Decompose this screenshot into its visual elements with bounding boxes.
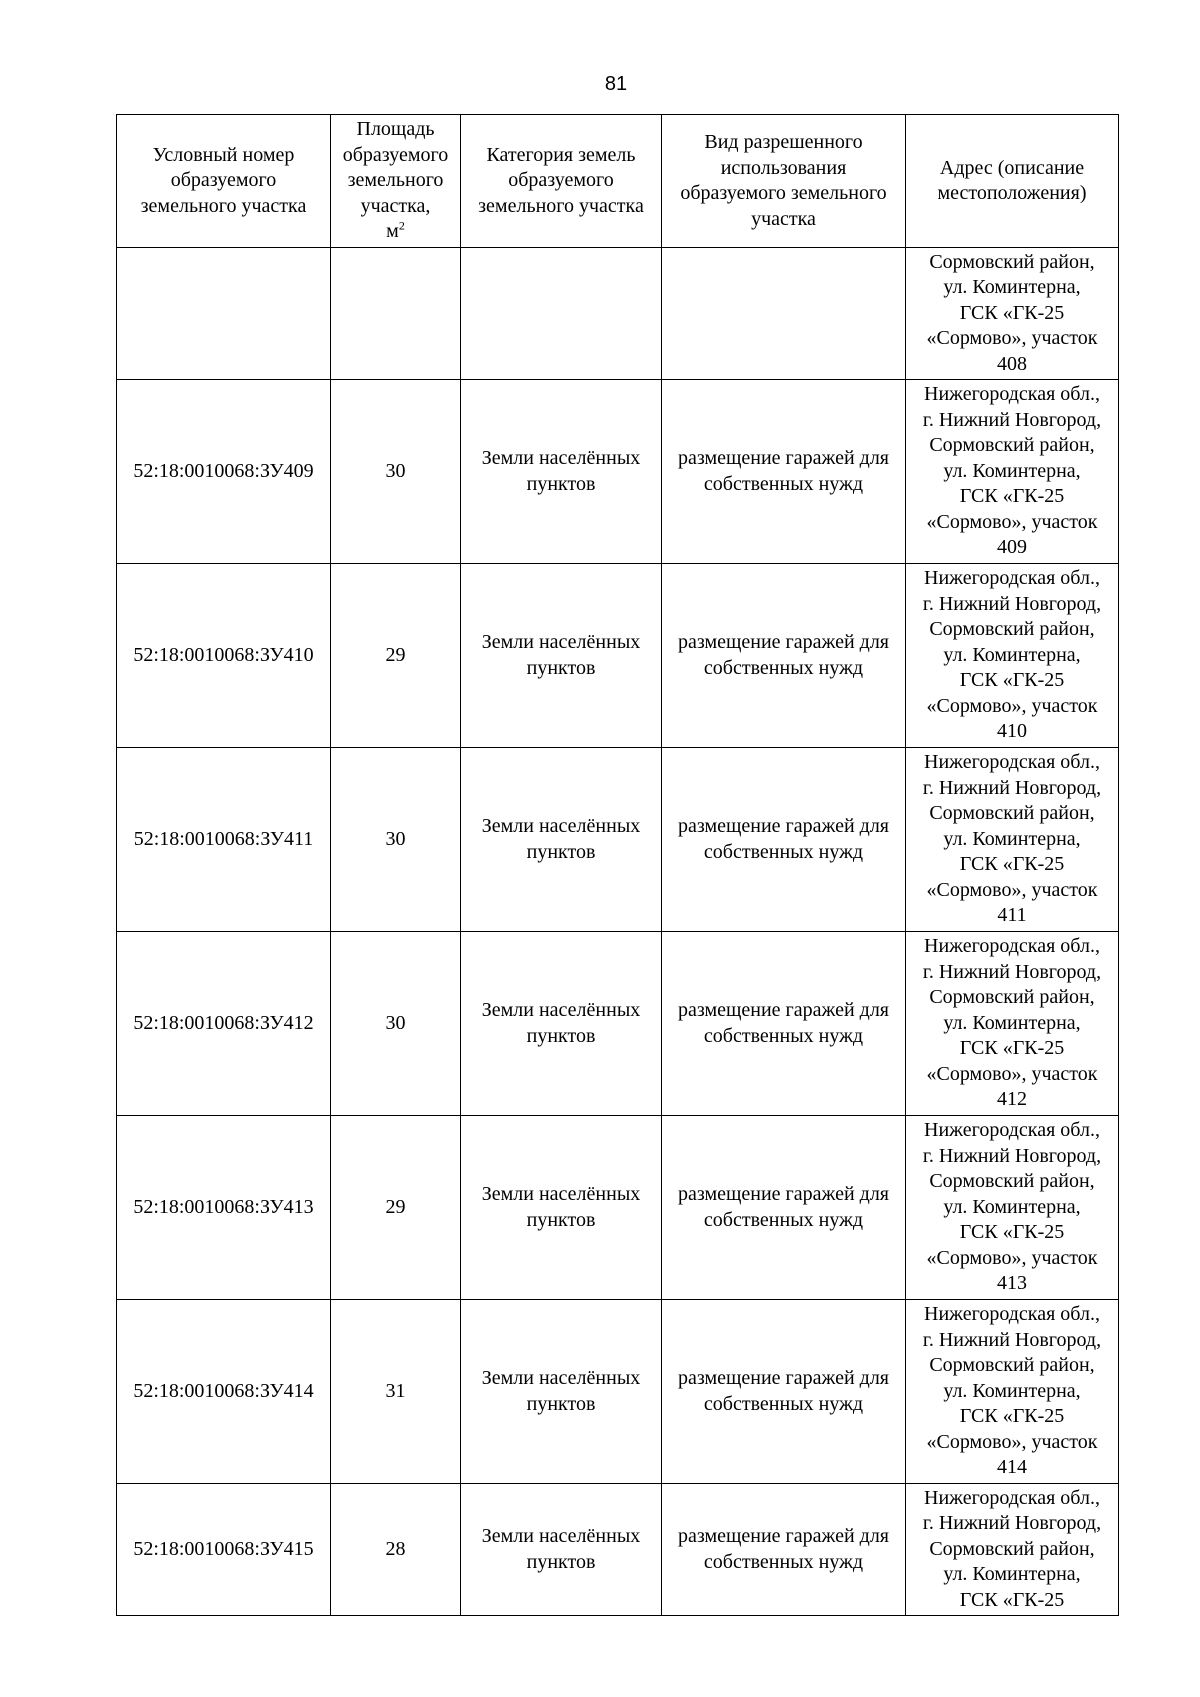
cell-area [331,248,461,380]
cell-use [662,248,906,380]
cell-number: 52:18:0010068:ЗУ412 [117,932,331,1116]
cell-area: 28 [331,1484,461,1616]
cell-area: 30 [331,932,461,1116]
header-address: Адрес (описание местоположения) [906,115,1119,248]
cell-area: 29 [331,1116,461,1300]
cell-number: 52:18:0010068:ЗУ410 [117,564,331,748]
cell-number: 52:18:0010068:ЗУ411 [117,748,331,932]
table-row [117,932,1119,1116]
cell-category: Земли населённых пунктов [461,380,662,564]
cell-category: Земли населённых пунктов [461,564,662,748]
cell-address: Нижегородская обл., г. Нижний Новгород, Сормовский район, ул. Коминтерна, ГСК «ГК-25 «Сормово», участок 411 [906,748,1119,932]
cell-category [461,248,662,380]
page-number: 81 [604,73,628,95]
cell-category: Земли населённых пунктов [461,932,662,1116]
table-row [117,564,1119,748]
table-row [117,748,1119,932]
cell-address: Нижегородская обл., г. Нижний Новгород, Сормовский район, ул. Коминтерна, ГСК «ГК-25 «Сормово», участок 409 [906,380,1119,564]
cell-address: Нижегородская обл., г. Нижний Новгород, Сормовский район, ул. Коминтерна, ГСК «ГК-25 [906,1484,1119,1616]
cell-use: размещение гаражей для собственных нужд [662,1116,906,1300]
cell-category: Земли населённых пунктов [461,1116,662,1300]
cell-number [117,248,331,380]
header-permitted-use: Вид разрешенного использования образуемого земельного участка [662,115,906,248]
cell-area: 30 [331,748,461,932]
cell-number: 52:18:0010068:ЗУ415 [117,1484,331,1616]
land-plots-table [116,114,1119,1616]
cell-use: размещение гаражей для собственных нужд [662,932,906,1116]
cell-use: размещение гаражей для собственных нужд [662,748,906,932]
header-plot-number: Условный номер образуемого земельного участка [117,115,331,248]
table-row-continuation [117,248,1119,380]
table-row [117,1116,1119,1300]
cell-area: 30 [331,380,461,564]
cell-address: Сормовский район, ул. Коминтерна, ГСК «ГК-25 «Сормово», участок 408 [906,248,1119,380]
cell-address: Нижегородская обл., г. Нижний Новгород, Сормовский район, ул. Коминтерна, ГСК «ГК-25 «Сормово», участок 414 [906,1300,1119,1484]
cell-address: Нижегородская обл., г. Нижний Новгород, Сормовский район, ул. Коминтерна, ГСК «ГК-25 «Сормово», участок 413 [906,1116,1119,1300]
cell-number: 52:18:0010068:ЗУ409 [117,380,331,564]
cell-category: Земли населённых пунктов [461,748,662,932]
table-row [117,1300,1119,1484]
cell-area: 29 [331,564,461,748]
cell-number: 52:18:0010068:ЗУ414 [117,1300,331,1484]
cell-number: 52:18:0010068:ЗУ413 [117,1116,331,1300]
header-land-category: Категория земель образуемого земельного участка [461,115,662,248]
table-row [117,1484,1119,1616]
cell-use: размещение гаражей для собственных нужд [662,564,906,748]
cell-category: Земли населённых пунктов [461,1300,662,1484]
header-plot-area [331,115,461,248]
cell-use: размещение гаражей для собственных нужд [662,380,906,564]
cell-use: размещение гаражей для собственных нужд [662,1484,906,1616]
cell-category: Земли населённых пунктов [461,1484,662,1616]
cell-address: Нижегородская обл., г. Нижний Новгород, Сормовский район, ул. Коминтерна, ГСК «ГК-25 «Сормово», участок 412 [906,932,1119,1116]
cell-use: размещение гаражей для собственных нужд [662,1300,906,1484]
cell-area: 31 [331,1300,461,1484]
header-plot-area-superscript: 2 [398,218,405,233]
table-row [117,380,1119,564]
table-header-row [117,115,1119,248]
header-plot-area-text: Площадь образуемого земельного участка, м [342,118,449,243]
cell-address: Нижегородская обл., г. Нижний Новгород, Сормовский район, ул. Коминтерна, ГСК «ГК-25 «Сормово», участок 410 [906,564,1119,748]
